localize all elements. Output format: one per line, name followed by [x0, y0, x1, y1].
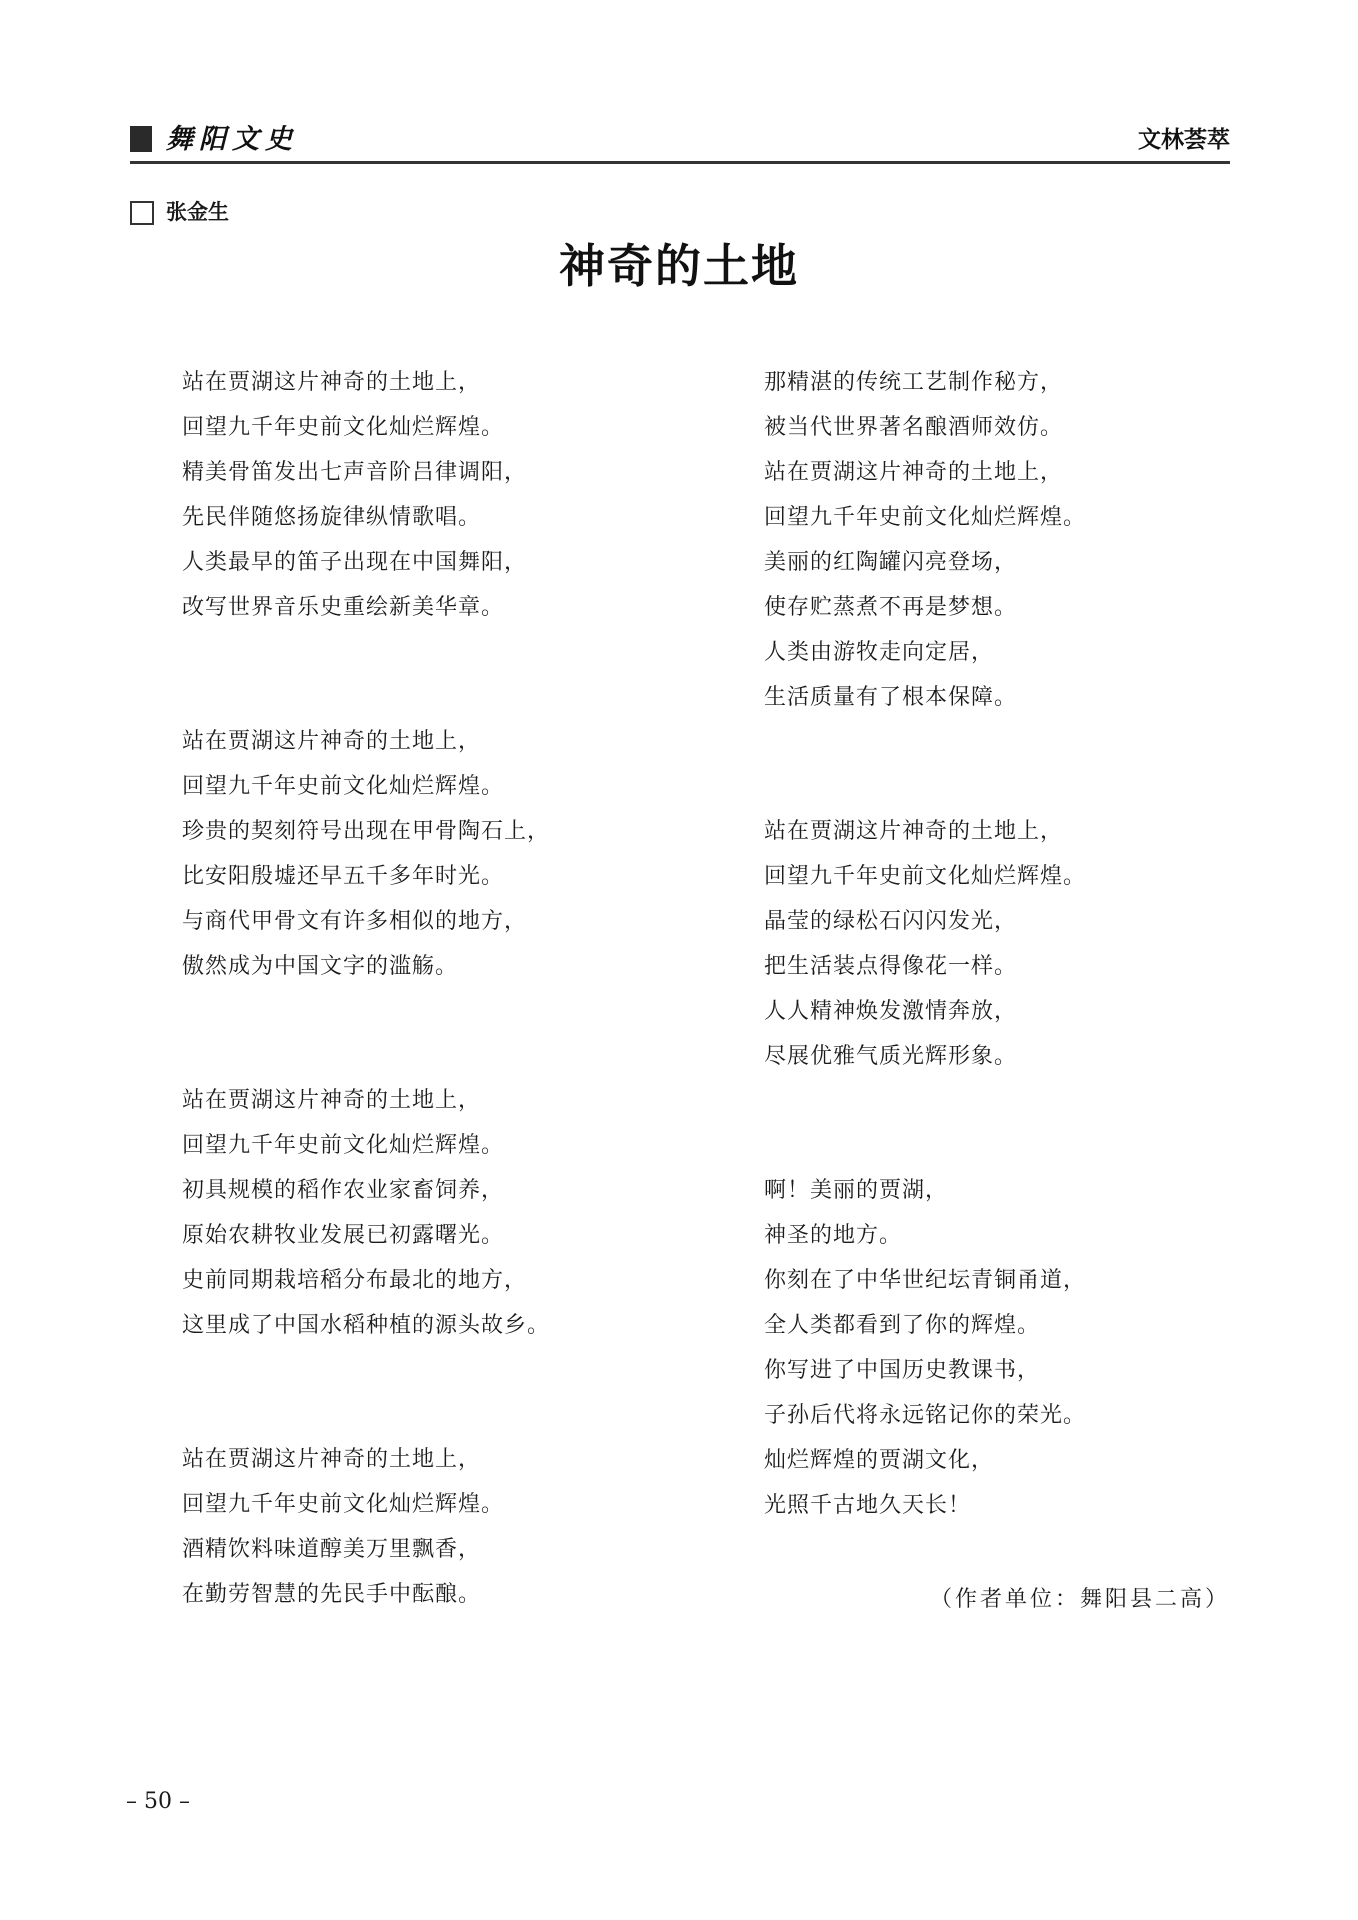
poem-line: 子孙后代将永远铭记你的荣光。: [764, 1403, 1087, 1428]
poem-line: 精美骨笛发出七声音阶吕律调阳，: [182, 460, 528, 485]
poem-line: 回望九千年史前文化灿烂辉煌。: [764, 864, 1087, 889]
poem-right-column: [764, 360, 1264, 1617]
stanza: [764, 1168, 1264, 1528]
poem-line: 珍贵的契刻符号出现在甲骨陶石上，: [182, 819, 551, 844]
poem-line: 站在贾湖这片神奇的土地上，: [764, 460, 1064, 485]
poem-line: 那精湛的传统工艺制作秘方，: [764, 370, 1064, 395]
poem-line: 全人类都看到了你的辉煌。: [764, 1313, 1041, 1338]
stanza: [182, 360, 682, 630]
section-name: 文林荟萃: [1138, 127, 1230, 153]
poem-line: 傲然成为中国文字的滥觞。: [182, 954, 459, 979]
poem-line: 你刻在了中华世纪坛青铜甬道，: [764, 1268, 1087, 1293]
poem-line: 使存贮蒸煮不再是梦想。: [764, 595, 1018, 620]
poem-line: 史前同期栽培稻分布最北的地方，: [182, 1268, 528, 1293]
poem-line: 站在贾湖这片神奇的土地上，: [182, 1447, 482, 1472]
checkbox-square-icon: [130, 201, 154, 225]
poem-line: 站在贾湖这片神奇的土地上，: [182, 370, 482, 395]
header-block-icon: [130, 126, 152, 152]
poem-line: 先民伴随悠扬旋律纵情歌唱。: [182, 505, 482, 530]
poem-line: 人人精神焕发激情奔放，: [764, 999, 1018, 1024]
poem-line: 站在贾湖这片神奇的土地上，: [764, 819, 1064, 844]
poem-line: 初具规模的稻作农业家畜饲养，: [182, 1178, 505, 1203]
journal-title: 舞阳文史: [166, 124, 298, 155]
stanza: [182, 719, 682, 989]
poem-line: 神圣的地方。: [764, 1223, 903, 1248]
poem-line: 啊！美丽的贾湖，: [764, 1178, 949, 1203]
poem-line: 人类由游牧走向定居，: [764, 640, 995, 665]
poem-line: 回望九千年史前文化灿烂辉煌。: [182, 1133, 505, 1158]
poem-left-column: [182, 360, 682, 1706]
poem-line: 回望九千年史前文化灿烂辉煌。: [182, 415, 505, 440]
poem-line: 酒精饮料味道醇美万里飘香，: [182, 1537, 482, 1562]
poem-line: 美丽的红陶罐闪亮登场，: [764, 550, 1018, 575]
poem-line: 站在贾湖这片神奇的土地上，: [182, 1088, 482, 1113]
page-header: [130, 122, 1230, 160]
stanza: [764, 809, 1264, 1079]
poem-line: 改写世界音乐史重绘新美华章。: [182, 595, 505, 620]
poem-line: 原始农耕牧业发展已初露曙光。: [182, 1223, 505, 1248]
poem-line: 与商代甲骨文有许多相似的地方，: [182, 909, 528, 934]
poem-line: 回望九千年史前文化灿烂辉煌。: [182, 1492, 505, 1517]
poem-line: 比安阳殷墟还早五千多年时光。: [182, 864, 505, 889]
poem-line: 把生活装点得像花一样。: [764, 954, 1018, 979]
header-divider: [130, 161, 1230, 164]
author-affiliation: （作者单位：舞阳县二高）: [929, 1587, 1230, 1612]
author-name: 张金生: [166, 200, 229, 224]
poem-line: 光照千古地久天长！: [764, 1493, 972, 1518]
stanza: [764, 360, 1264, 720]
poem-line: 在勤劳智慧的先民手中酝酿。: [182, 1582, 482, 1607]
poem-line: 你写进了中国历史教课书，: [764, 1358, 1041, 1383]
poem-title: 神奇的土地: [559, 239, 799, 293]
stanza: [182, 1078, 682, 1348]
poem-line: 被当代世界著名酿酒师效仿。: [764, 415, 1064, 440]
poem-line: 回望九千年史前文化灿烂辉煌。: [764, 505, 1087, 530]
poem-line: 这里成了中国水稻种植的源头故乡。: [182, 1313, 551, 1338]
poem-line: 回望九千年史前文化灿烂辉煌。: [182, 774, 505, 799]
poem-line: 生活质量有了根本保障。: [764, 685, 1018, 710]
poem-line: 灿烂辉煌的贾湖文化，: [764, 1448, 995, 1473]
stanza: [182, 1437, 682, 1617]
page-number: – 50 –: [126, 1789, 190, 1814]
poem-line: 站在贾湖这片神奇的土地上，: [182, 729, 482, 754]
poem-line: 晶莹的绿松石闪闪发光，: [764, 909, 1018, 934]
poem-line: 人类最早的笛子出现在中国舞阳，: [182, 550, 528, 575]
poem-line: 尽展优雅气质光辉形象。: [764, 1044, 1018, 1069]
